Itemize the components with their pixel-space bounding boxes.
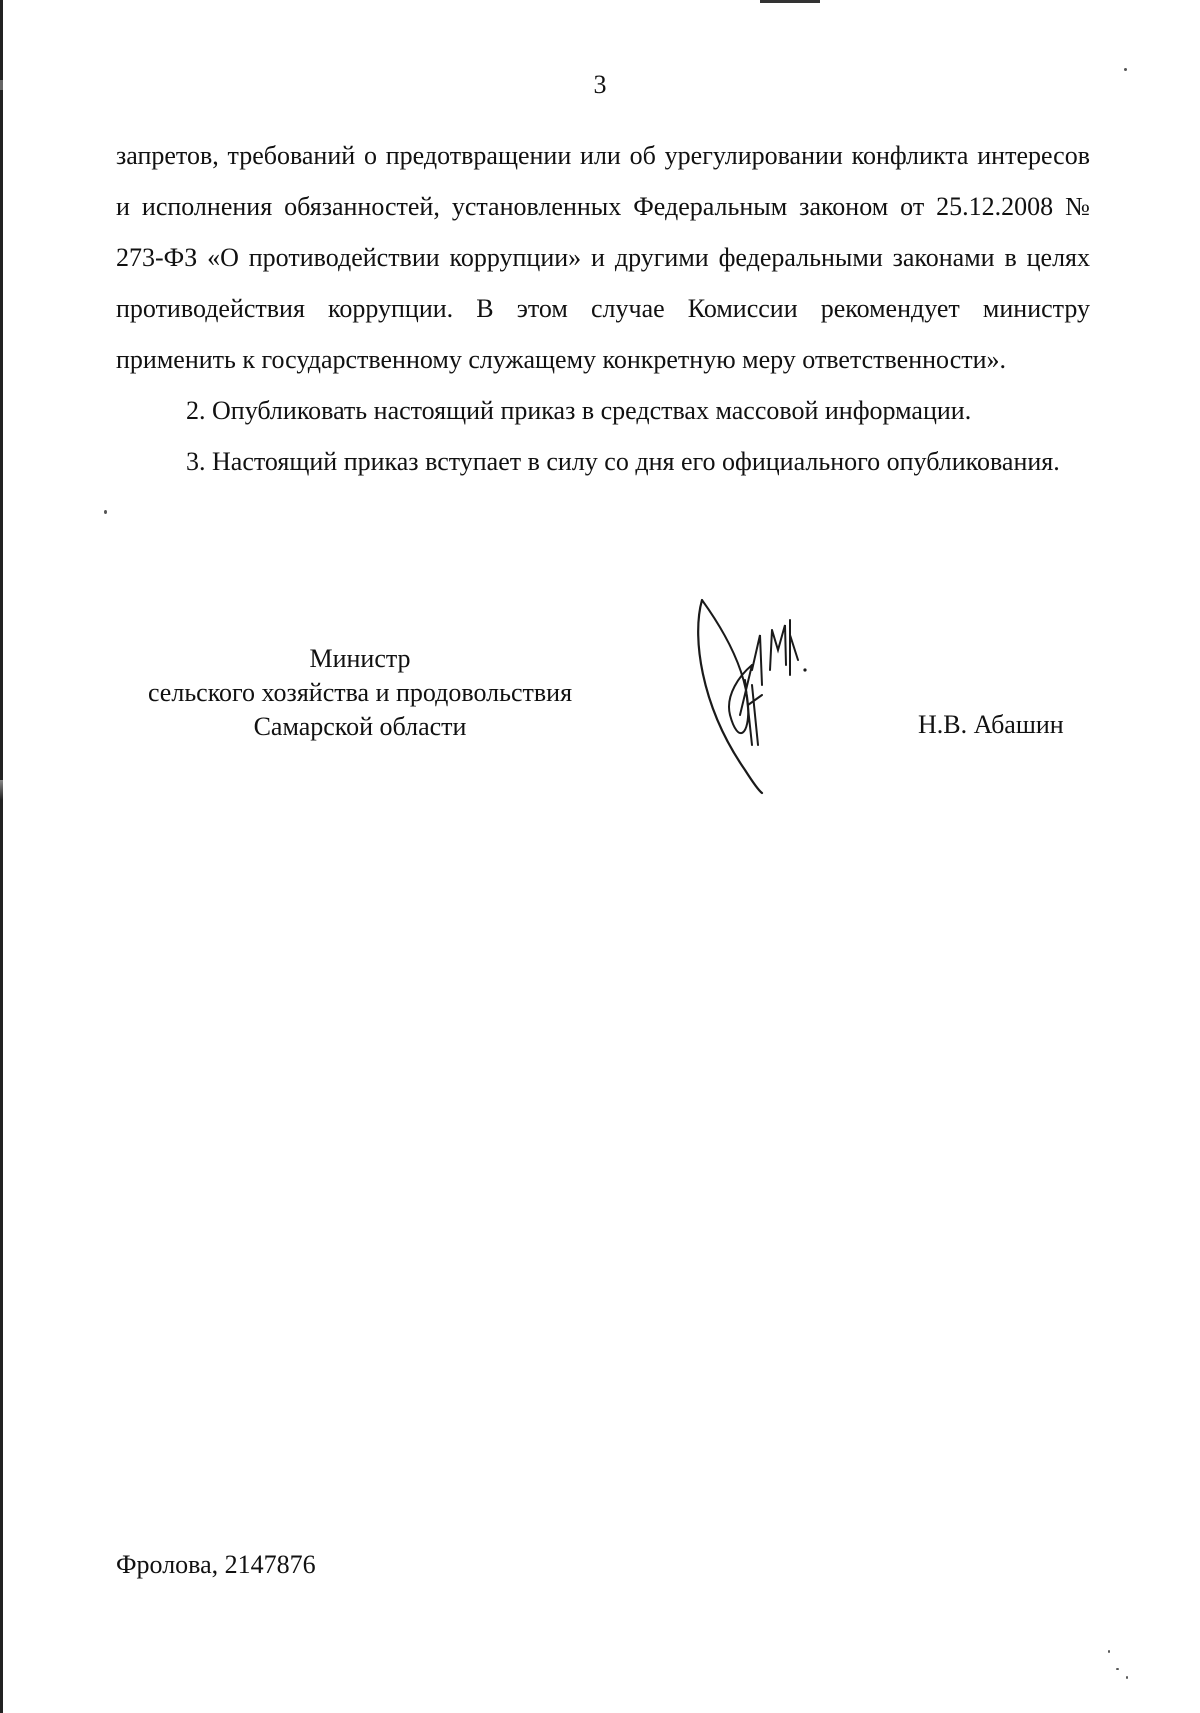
scan-edge bbox=[0, 0, 3, 1713]
scan-speck bbox=[104, 510, 107, 514]
scan-speck bbox=[1126, 1676, 1128, 1679]
position-line-2: сельского хозяйства и продовольствия bbox=[147, 678, 573, 707]
handwritten-signature bbox=[690, 595, 825, 795]
signatory-name: Н.В. Абашин bbox=[918, 710, 1064, 739]
scan-speck bbox=[1116, 1668, 1119, 1670]
paragraph-item-3: 3. Настоящий приказ вступает в силу со дня его официального опубликования. bbox=[186, 447, 1060, 476]
scan-speck bbox=[1108, 1650, 1110, 1653]
paragraph-item-2: 2. Опубликовать настоящий приказ в средствах массовой информации. bbox=[186, 396, 972, 425]
position-line-1: Министр bbox=[309, 644, 411, 673]
executor-note: Фролова, 2147876 bbox=[116, 1550, 316, 1579]
scan-speck bbox=[1124, 68, 1127, 71]
scan-top-mark bbox=[760, 0, 820, 3]
position-line-3: Самарской области bbox=[253, 712, 467, 741]
document-body bbox=[116, 130, 1090, 487]
paragraph-continuation: запретов, требований о предотвращении или об урегулировании конфликта интересов и исполнения обязанностей, установленных Федеральным законом от 25.12.2008 № 273-ФЗ «О противодействии коррупции» и другими федеральными законами в целях противодействия коррупции. В этом случае Комиссии рекомендует министру применить к государственному служащему конкретную меру ответственности». bbox=[116, 141, 1090, 374]
signatory-position bbox=[110, 642, 610, 744]
page-number: 3 bbox=[593, 70, 607, 99]
